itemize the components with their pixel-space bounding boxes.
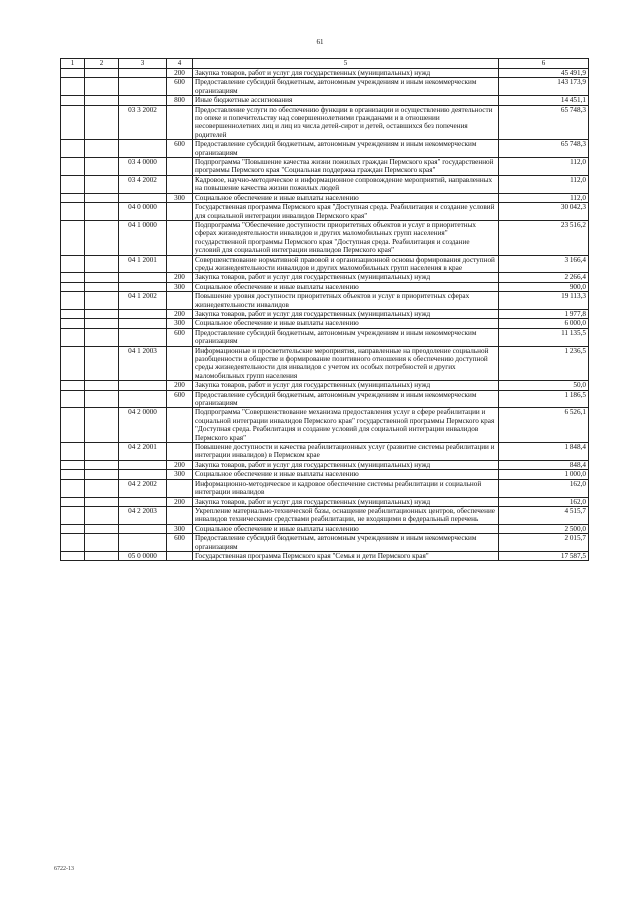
cell-expense-type	[167, 105, 193, 140]
cell-expense-type	[167, 292, 193, 310]
cell-col1	[61, 309, 85, 318]
cell-col1	[61, 292, 85, 310]
cell-target-code	[119, 390, 167, 408]
cell-description: Информационные и просветительские мероприятия, направленные на преодоление социальной разобщенности в обществе и формирование позитивного отношения к обеспечению доступной среды жизнедеятельности для инвалидов с учетом их особых потребностей и других маломобильных групп населения	[193, 346, 499, 381]
cell-expense-type	[167, 408, 193, 443]
cell-target-code	[119, 193, 167, 202]
cell-amount: 2 015,7	[499, 534, 589, 552]
cell-col2	[85, 408, 119, 443]
cell-col2	[85, 309, 119, 318]
cell-amount: 848,4	[499, 460, 589, 469]
table-row	[61, 551, 589, 560]
cell-col2	[85, 506, 119, 524]
cell-description: Закупка товаров, работ и услуг для государственных (муниципальных) нужд	[193, 497, 499, 506]
cell-col2	[85, 273, 119, 282]
cell-description: Закупка товаров, работ и услуг для государственных (муниципальных) нужд	[193, 460, 499, 469]
cell-target-code	[119, 460, 167, 469]
cell-amount: 1 236,5	[499, 346, 589, 381]
cell-col1	[61, 524, 85, 533]
table-row	[61, 443, 589, 461]
cell-col1	[61, 203, 85, 221]
cell-target-code	[119, 140, 167, 158]
cell-col2	[85, 255, 119, 273]
cell-expense-type: 300	[167, 282, 193, 291]
cell-description: Государственная программа Пермского края "Доступная среда. Реабилитация и создание условий для социальной интеграции инвалидов Пермского края"	[193, 203, 499, 221]
cell-col2	[85, 470, 119, 479]
cell-col1	[61, 319, 85, 328]
cell-amount: 65 748,3	[499, 105, 589, 140]
cell-expense-type: 800	[167, 96, 193, 105]
cell-description: Закупка товаров, работ и услуг для государственных (муниципальных) нужд	[193, 69, 499, 78]
cell-expense-type	[167, 479, 193, 497]
table-row	[61, 460, 589, 469]
cell-expense-type: 600	[167, 78, 193, 96]
cell-col1	[61, 551, 85, 560]
cell-col1	[61, 390, 85, 408]
cell-target-code	[119, 381, 167, 390]
cell-description: Предоставление субсидий бюджетным, автономным учреждениям и иным некоммерческим организациям	[193, 390, 499, 408]
cell-description: Повышение доступности и качества реабилитационных услуг (развитие системы реабилитации и интеграции инвалидов) в Пермском крае	[193, 443, 499, 461]
cell-expense-type: 600	[167, 140, 193, 158]
cell-description: Повышение уровня доступности приоритетных объектов и услуг в приоритетных сферах жизнедеятельности инвалидов	[193, 292, 499, 310]
cell-description: Кадровое, научно-методическое и информационное сопровождение мероприятий, направленных на повышение качества жизни пожилых людей	[193, 175, 499, 193]
cell-col2	[85, 203, 119, 221]
cell-amount: 14 451,1	[499, 96, 589, 105]
cell-col2	[85, 193, 119, 202]
cell-amount: 50,0	[499, 381, 589, 390]
cell-expense-type	[167, 255, 193, 273]
cell-target-code: 04 1 2003	[119, 346, 167, 381]
cell-target-code	[119, 282, 167, 291]
cell-target-code	[119, 534, 167, 552]
table-row	[61, 292, 589, 310]
cell-target-code	[119, 497, 167, 506]
cell-description: Подпрограмма "Повышение качества жизни пожилых граждан Пермского края" государственной программы Пермского края "Социальная поддержка граждан Пермского края"	[193, 158, 499, 176]
cell-expense-type	[167, 175, 193, 193]
cell-target-code	[119, 328, 167, 346]
cell-target-code: 05 0 0000	[119, 551, 167, 560]
cell-description: Социальное обеспечение и иные выплаты населению	[193, 524, 499, 533]
cell-description: Иные бюджетные ассигнования	[193, 96, 499, 105]
cell-col1	[61, 479, 85, 497]
cell-col2	[85, 524, 119, 533]
cell-target-code: 04 2 2001	[119, 443, 167, 461]
table-row	[61, 534, 589, 552]
cell-col2	[85, 328, 119, 346]
table-row	[61, 175, 589, 193]
cell-expense-type: 300	[167, 319, 193, 328]
cell-amount: 4 515,7	[499, 506, 589, 524]
cell-description: Предоставление субсидий бюджетным, автономным учреждениям и иным некоммерческим организациям	[193, 140, 499, 158]
cell-col2	[85, 105, 119, 140]
cell-expense-type	[167, 158, 193, 176]
cell-col2	[85, 497, 119, 506]
cell-col1	[61, 255, 85, 273]
cell-amount: 17 587,5	[499, 551, 589, 560]
cell-amount: 112,0	[499, 193, 589, 202]
cell-col1	[61, 328, 85, 346]
cell-description: Закупка товаров, работ и услуг для государственных (муниципальных) нужд	[193, 273, 499, 282]
cell-col1	[61, 193, 85, 202]
table-row	[61, 381, 589, 390]
cell-col1	[61, 140, 85, 158]
cell-amount: 3 166,4	[499, 255, 589, 273]
cell-col1	[61, 69, 85, 78]
cell-description: Укрепление материально-технической базы, оснащение реабилитационных центров, обеспечение инвалидов техническими средствами реабилитации, не входящими в федеральный перечень	[193, 506, 499, 524]
table-row	[61, 69, 589, 78]
table-row	[61, 193, 589, 202]
cell-col1	[61, 282, 85, 291]
table-body	[61, 69, 589, 561]
cell-description: Информационно-методическое и кадровое обеспечение системы реабилитации и социальной интеграции инвалидов	[193, 479, 499, 497]
cell-description: Подпрограмма "Совершенствование механизма предоставления услуг в сфере реабилитации и социальной интеграции инвалидов Пермского края" государственной программы Пермского края "Доступная среда. Реабилитация и создание условий для социальной интеграции инвалидов Пермского края"	[193, 408, 499, 443]
footer-code: 6722-13	[54, 866, 74, 872]
cell-expense-type: 200	[167, 69, 193, 78]
cell-expense-type	[167, 443, 193, 461]
cell-amount: 11 135,5	[499, 328, 589, 346]
cell-col1	[61, 273, 85, 282]
cell-expense-type: 300	[167, 470, 193, 479]
cell-description: Социальное обеспечение и иные выплаты населению	[193, 470, 499, 479]
cell-amount: 19 113,3	[499, 292, 589, 310]
column-header: 2	[85, 59, 119, 69]
table-row	[61, 524, 589, 533]
table-row	[61, 282, 589, 291]
cell-col1	[61, 105, 85, 140]
page-number: 61	[316, 38, 324, 46]
cell-description: Совершенствование нормативной правовой и организационной основы формирования доступной среды жизнедеятельности инвалидов и других маломобильных групп населения в крае	[193, 255, 499, 273]
cell-expense-type	[167, 203, 193, 221]
cell-amount: 65 748,3	[499, 140, 589, 158]
cell-col2	[85, 551, 119, 560]
cell-target-code	[119, 524, 167, 533]
cell-amount: 30 042,3	[499, 203, 589, 221]
cell-col2	[85, 78, 119, 96]
cell-expense-type: 200	[167, 273, 193, 282]
cell-col1	[61, 460, 85, 469]
cell-target-code: 04 2 0000	[119, 408, 167, 443]
cell-col2	[85, 443, 119, 461]
cell-description: Подпрограмма "Обеспечение доступности приоритетных объектов и услуг в приоритетных сферах жизнедеятельности инвалидов и других маломобильных групп населения" государственной программы Пермского края "Доступная среда. Реабилитация и создание условий для социальной интеграции инвалидов Пермского края"	[193, 220, 499, 255]
cell-expense-type	[167, 551, 193, 560]
cell-expense-type: 300	[167, 193, 193, 202]
cell-amount: 6 000,0	[499, 319, 589, 328]
cell-description: Закупка товаров, работ и услуг для государственных (муниципальных) нужд	[193, 309, 499, 318]
cell-col1	[61, 220, 85, 255]
table-row	[61, 479, 589, 497]
cell-col2	[85, 292, 119, 310]
cell-amount: 1 977,8	[499, 309, 589, 318]
cell-target-code: 03 4 2002	[119, 175, 167, 193]
cell-col2	[85, 69, 119, 78]
cell-amount: 1 848,4	[499, 443, 589, 461]
cell-col1	[61, 175, 85, 193]
cell-amount: 1 186,5	[499, 390, 589, 408]
cell-amount: 1 000,0	[499, 470, 589, 479]
cell-target-code	[119, 319, 167, 328]
cell-description: Предоставление субсидий бюджетным, автономным учреждениям и иным некоммерческим организациям	[193, 78, 499, 96]
cell-target-code: 04 1 0000	[119, 220, 167, 255]
cell-amount: 23 516,2	[499, 220, 589, 255]
cell-col2	[85, 319, 119, 328]
cell-col2	[85, 158, 119, 176]
table-row	[61, 309, 589, 318]
cell-expense-type	[167, 220, 193, 255]
table-row	[61, 255, 589, 273]
cell-col2	[85, 140, 119, 158]
table-row	[61, 346, 589, 381]
cell-amount: 45 491,9	[499, 69, 589, 78]
table-row	[61, 158, 589, 176]
table-row	[61, 220, 589, 255]
table-row	[61, 319, 589, 328]
cell-col1	[61, 158, 85, 176]
table-row	[61, 96, 589, 105]
column-header: 6	[499, 59, 589, 69]
cell-amount: 112,0	[499, 158, 589, 176]
cell-col2	[85, 282, 119, 291]
column-header: 3	[119, 59, 167, 69]
cell-col1	[61, 408, 85, 443]
cell-target-code: 04 2 2002	[119, 479, 167, 497]
cell-col1	[61, 78, 85, 96]
cell-amount: 143 173,9	[499, 78, 589, 96]
cell-amount: 162,0	[499, 479, 589, 497]
column-header: 5	[193, 59, 499, 69]
cell-amount: 900,0	[499, 282, 589, 291]
cell-description: Предоставление субсидий бюджетным, автономным учреждениям и иным некоммерческим организациям	[193, 534, 499, 552]
cell-col1	[61, 470, 85, 479]
cell-expense-type: 200	[167, 309, 193, 318]
cell-description: Предоставление услуги по обеспечению функции в организации и осуществлению деятельности по опеке и попечительству над совершеннолетними гражданами и в отношении несовершеннолетних лиц и лиц из числа детей-сирот и детей, оставшихся без попечения родителей	[193, 105, 499, 140]
cell-col1	[61, 497, 85, 506]
column-header: 4	[167, 59, 193, 69]
cell-col2	[85, 96, 119, 105]
cell-target-code	[119, 96, 167, 105]
table-row	[61, 390, 589, 408]
cell-target-code	[119, 78, 167, 96]
cell-target-code	[119, 309, 167, 318]
cell-col1	[61, 96, 85, 105]
cell-col2	[85, 220, 119, 255]
cell-expense-type: 600	[167, 390, 193, 408]
cell-description: Социальное обеспечение и иные выплаты населению	[193, 193, 499, 202]
cell-description: Государственная программа Пермского края "Семья и дети Пермского края"	[193, 551, 499, 560]
table-row	[61, 506, 589, 524]
cell-amount: 2 500,0	[499, 524, 589, 533]
table-row	[61, 408, 589, 443]
cell-col1	[61, 506, 85, 524]
cell-col2	[85, 534, 119, 552]
table-row	[61, 203, 589, 221]
table-row	[61, 328, 589, 346]
cell-expense-type	[167, 506, 193, 524]
table-row	[61, 273, 589, 282]
table-row	[61, 470, 589, 479]
cell-description: Закупка товаров, работ и услуг для государственных (муниципальных) нужд	[193, 381, 499, 390]
cell-col1	[61, 346, 85, 381]
cell-expense-type: 200	[167, 460, 193, 469]
cell-col1	[61, 381, 85, 390]
cell-target-code	[119, 273, 167, 282]
cell-expense-type: 600	[167, 534, 193, 552]
cell-col2	[85, 175, 119, 193]
cell-col1	[61, 443, 85, 461]
cell-target-code: 04 1 2001	[119, 255, 167, 273]
cell-amount: 162,0	[499, 497, 589, 506]
cell-amount: 2 266,4	[499, 273, 589, 282]
cell-description: Предоставление субсидий бюджетным, автономным учреждениям и иным некоммерческим организациям	[193, 328, 499, 346]
cell-target-code: 03 4 0000	[119, 158, 167, 176]
cell-target-code	[119, 69, 167, 78]
cell-target-code: 03 3 2002	[119, 105, 167, 140]
cell-expense-type	[167, 346, 193, 381]
cell-target-code: 04 0 0000	[119, 203, 167, 221]
table-row	[61, 497, 589, 506]
cell-col2	[85, 390, 119, 408]
cell-expense-type: 200	[167, 381, 193, 390]
cell-col1	[61, 534, 85, 552]
table-row	[61, 105, 589, 140]
cell-expense-type: 200	[167, 497, 193, 506]
cell-description: Социальное обеспечение и иные выплаты населению	[193, 282, 499, 291]
cell-target-code: 04 1 2002	[119, 292, 167, 310]
cell-expense-type: 300	[167, 524, 193, 533]
cell-description: Социальное обеспечение и иные выплаты населению	[193, 319, 499, 328]
table-row	[61, 140, 589, 158]
column-header: 1	[61, 59, 85, 69]
table-row	[61, 78, 589, 96]
table-header-row	[61, 59, 589, 69]
cell-amount: 112,0	[499, 175, 589, 193]
cell-col2	[85, 381, 119, 390]
cell-amount: 6 526,1	[499, 408, 589, 443]
cell-col2	[85, 346, 119, 381]
cell-col2	[85, 479, 119, 497]
cell-target-code: 04 2 2003	[119, 506, 167, 524]
cell-expense-type: 600	[167, 328, 193, 346]
budget-table	[60, 58, 589, 561]
cell-target-code	[119, 470, 167, 479]
cell-col2	[85, 460, 119, 469]
